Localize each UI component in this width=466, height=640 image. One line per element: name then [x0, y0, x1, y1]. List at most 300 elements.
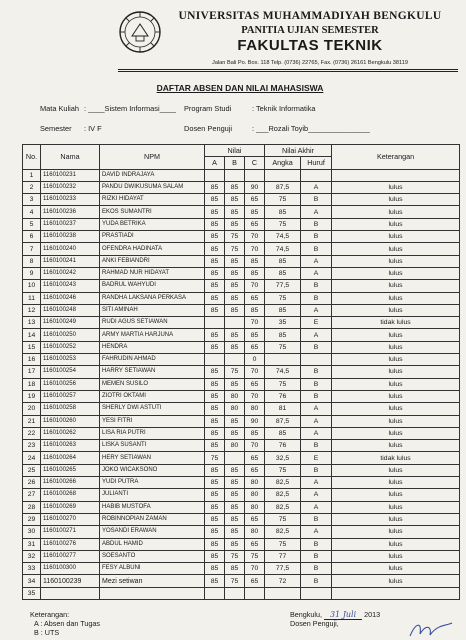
cell-a: 85 [205, 206, 225, 218]
cell-keterangan: lulus [332, 255, 460, 267]
document-title: DAFTAR ABSEN DAN NILAI MAHASISWA [156, 83, 324, 93]
cell-no: 23 [23, 440, 41, 452]
cell-a: 85 [205, 341, 225, 353]
cell-b: 85 [225, 206, 245, 218]
table-row [23, 390, 460, 402]
cell-huruf: A [301, 304, 332, 316]
cell-npm: 1160100269 [41, 501, 100, 513]
cell-npm: 1160100258 [41, 403, 100, 415]
cell-no: 34 [23, 575, 41, 587]
table-row [23, 501, 460, 513]
cell-npm: 1160100264 [41, 452, 100, 464]
cell-no: 17 [23, 366, 41, 378]
cell-keterangan: lulus [332, 218, 460, 230]
cell-npm: 1160100253 [41, 354, 100, 366]
table-row [23, 538, 460, 550]
cell-huruf: B [301, 440, 332, 452]
cell-no: 10 [23, 280, 41, 292]
cell-angka: 77,5 [265, 280, 301, 292]
cell-angka: 72 [265, 575, 301, 587]
cell-huruf: B [301, 292, 332, 304]
cell-nama: RAHMAD NUR HIDAYAT [100, 267, 205, 279]
cell-c: 90 [245, 181, 265, 193]
cell-c: 65 [245, 292, 265, 304]
cell-nama: ANKI FEBIANDRI [100, 255, 205, 267]
table-row [23, 563, 460, 575]
cell-huruf: A [301, 403, 332, 415]
cell-angka: 74,5 [265, 231, 301, 243]
cell-npm [41, 587, 100, 599]
cell-no: 24 [23, 452, 41, 464]
cell-b: 75 [225, 366, 245, 378]
cell-npm: 1160100257 [41, 390, 100, 402]
cell-a [205, 169, 225, 181]
cell-nama: HARRY SETIAWAN [100, 366, 205, 378]
cell-npm: 1160100243 [41, 280, 100, 292]
cell-huruf: E [301, 452, 332, 464]
cell-no: 9 [23, 267, 41, 279]
cell-keterangan: lulus [332, 304, 460, 316]
table-row [23, 587, 460, 599]
cell-b: 85 [225, 280, 245, 292]
cell-c: 65 [245, 218, 265, 230]
cell-c: 80 [245, 526, 265, 538]
cell-huruf: B [301, 575, 332, 587]
cell-c: 85 [245, 206, 265, 218]
cell-a: 85 [205, 280, 225, 292]
cell-nama: YUDI PUTRA [100, 477, 205, 489]
cell-angka: 81 [265, 403, 301, 415]
table-row [23, 206, 460, 218]
cell-nama: JOKO WICAKSONO [100, 464, 205, 476]
cell-npm: 1160100254 [41, 366, 100, 378]
cell-a: 85 [205, 243, 225, 255]
cell-keterangan: tidak lulus [332, 317, 460, 329]
cell-c: 85 [245, 329, 265, 341]
cell-huruf: A [301, 526, 332, 538]
cell-c: 70 [245, 366, 265, 378]
cell-keterangan: lulus [332, 267, 460, 279]
cell-huruf: A [301, 415, 332, 427]
cell-npm: 1160100263 [41, 440, 100, 452]
cell-no: 31 [23, 538, 41, 550]
cell-keterangan: tidak lulus [332, 452, 460, 464]
cell-c: 90 [245, 415, 265, 427]
cell-b: 75 [225, 231, 245, 243]
cell-no: 16 [23, 354, 41, 366]
cell-a: 85 [205, 329, 225, 341]
cell-angka: 75 [265, 292, 301, 304]
cell-nama: ROBINNOPIAN ZAMAN [100, 513, 205, 525]
cell-a: 85 [205, 304, 225, 316]
cell-huruf: B [301, 231, 332, 243]
faculty-name: FAKULTAS TEKNIK [237, 37, 383, 54]
cell-nama: SOESANTO [100, 550, 205, 562]
table-row [23, 550, 460, 562]
cell-a: 85 [205, 267, 225, 279]
cell-nama: OFENDRA HADINATA [100, 243, 205, 255]
cell-b: 75 [225, 243, 245, 255]
table-row [23, 304, 460, 316]
cell-c: 70 [245, 317, 265, 329]
cell-no: 6 [23, 231, 41, 243]
legend-b: B : UTS [34, 628, 60, 637]
cell-nama: YUDA BETRIKA [100, 218, 205, 230]
cell-a [205, 317, 225, 329]
table-row [23, 231, 460, 243]
cell-a: 85 [205, 366, 225, 378]
cell-b [225, 354, 245, 366]
cell-nama: RUDI AGUS SETIAWAN [100, 317, 205, 329]
cell-b: 75 [225, 575, 245, 587]
cell-angka: 82,5 [265, 501, 301, 513]
cell-no: 26 [23, 477, 41, 489]
cell-a [205, 354, 225, 366]
cell-c: 85 [245, 267, 265, 279]
table-row [23, 452, 460, 464]
table-row [23, 575, 460, 587]
cell-no: 20 [23, 403, 41, 415]
cell-npm: 1160100249 [41, 317, 100, 329]
cell-nama: BADRUL WAHYUDI [100, 280, 205, 292]
cell-angka: 74,5 [265, 243, 301, 255]
cell-keterangan: lulus [332, 390, 460, 402]
cell-huruf: A [301, 206, 332, 218]
cell-huruf: A [301, 477, 332, 489]
table-row [23, 464, 460, 476]
cell-huruf: A [301, 255, 332, 267]
legend [30, 610, 100, 637]
cell-keterangan: lulus [332, 231, 460, 243]
header-keterangan: Keterangan [332, 145, 460, 170]
cell-a: 85 [205, 292, 225, 304]
cell-nama: DAVID INDRAJAYA [100, 169, 205, 181]
cell-no: 15 [23, 341, 41, 353]
cell-npm: 1160100260 [41, 415, 100, 427]
cell-npm: 1160100248 [41, 304, 100, 316]
cell-npm: 1160100250 [41, 329, 100, 341]
table-row [23, 280, 460, 292]
cell-npm: 1160100241 [41, 255, 100, 267]
cell-npm: 1160100252 [41, 341, 100, 353]
table-row [23, 218, 460, 230]
cell-no: 21 [23, 415, 41, 427]
cell-no: 33 [23, 563, 41, 575]
cell-a: 85 [205, 526, 225, 538]
cell-keterangan: lulus [332, 292, 460, 304]
header-npm: NPM [100, 145, 205, 170]
cell-c: 80 [245, 477, 265, 489]
cell-npm: 1160100268 [41, 489, 100, 501]
cell-a: 85 [205, 390, 225, 402]
cell-a: 85 [205, 464, 225, 476]
legend-a: A : Absen dan Tugas [34, 619, 100, 628]
cell-no: 2 [23, 181, 41, 193]
cell-c: 80 [245, 501, 265, 513]
cell-c: 65 [245, 452, 265, 464]
cell-no: 22 [23, 427, 41, 439]
cell-keterangan: lulus [332, 513, 460, 525]
cell-nama: RIZKI HIDAYAT [100, 194, 205, 206]
cell-huruf [301, 169, 332, 181]
cell-c: 0 [245, 354, 265, 366]
cell-npm: 1160100276 [41, 538, 100, 550]
cell-angka: 85 [265, 329, 301, 341]
cell-a: 85 [205, 575, 225, 587]
cell-b: 85 [225, 341, 245, 353]
grades-table [22, 144, 460, 600]
cell-no: 4 [23, 206, 41, 218]
cell-keterangan: lulus [332, 354, 460, 366]
semester-label: Semester [40, 124, 72, 133]
cell-nama [100, 587, 205, 599]
cell-c: 65 [245, 575, 265, 587]
cell-b: 75 [225, 550, 245, 562]
cell-keterangan: lulus [332, 526, 460, 538]
cell-huruf: A [301, 489, 332, 501]
cell-nama: PRASTIADI [100, 231, 205, 243]
table-row [23, 440, 460, 452]
cell-angka: 74,5 [265, 366, 301, 378]
city-date-year: 2013 [364, 610, 381, 619]
cell-keterangan: lulus [332, 280, 460, 292]
table-row [23, 317, 460, 329]
cell-keterangan: lulus [332, 181, 460, 193]
cell-c: 70 [245, 231, 265, 243]
table-row [23, 526, 460, 538]
table-row [23, 267, 460, 279]
cell-b: 85 [225, 427, 245, 439]
cell-nama: LISA RIA PUTRI [100, 427, 205, 439]
address-line: Jalan Bali Po. Box. 118 Telp. (0736) 22765, Fax. (0736) 26161 Bengkulu 38119 [212, 60, 408, 66]
cell-b: 80 [225, 403, 245, 415]
handwritten-date: 31 Juli [324, 610, 362, 620]
cell-c: 80 [245, 489, 265, 501]
header-nilai-akhir: Nilai Akhir [265, 145, 332, 157]
table-row [23, 169, 460, 181]
cell-nama: PANDU DWIKUSUMA SALAM [100, 181, 205, 193]
cell-huruf: B [301, 464, 332, 476]
cell-nama: HABIB MUSTOFA [100, 501, 205, 513]
cell-huruf: A [301, 501, 332, 513]
cell-b: 85 [225, 563, 245, 575]
cell-nama: RANDHA LAKSANA PERKASA [100, 292, 205, 304]
table-row [23, 378, 460, 390]
cell-c: 65 [245, 194, 265, 206]
cell-no: 1 [23, 169, 41, 181]
cell-b: 85 [225, 378, 245, 390]
cell-npm: 1160100277 [41, 550, 100, 562]
cell-b [225, 169, 245, 181]
cell-huruf: A [301, 427, 332, 439]
cell-b: 80 [225, 390, 245, 402]
cell-npm: 1160100262 [41, 427, 100, 439]
header-b: B [225, 157, 245, 169]
cell-no: 3 [23, 194, 41, 206]
table-row [23, 366, 460, 378]
table-row [23, 415, 460, 427]
cell-a [205, 587, 225, 599]
cell-b: 85 [225, 489, 245, 501]
header-divider [118, 69, 458, 70]
cell-huruf: B [301, 218, 332, 230]
cell-keterangan: lulus [332, 206, 460, 218]
cell-a: 85 [205, 440, 225, 452]
table-row [23, 427, 460, 439]
cell-c: 70 [245, 563, 265, 575]
cell-angka [265, 354, 301, 366]
header-nama: Nama [41, 145, 100, 170]
cell-c: 70 [245, 280, 265, 292]
cell-keterangan: lulus [332, 403, 460, 415]
cell-no: 18 [23, 378, 41, 390]
cell-nama: HERY SETIAWAN [100, 452, 205, 464]
table-row [23, 292, 460, 304]
cell-b: 85 [225, 464, 245, 476]
letterhead [0, 0, 466, 80]
cell-npm: 1160100240 [41, 243, 100, 255]
table-row [23, 403, 460, 415]
cell-angka: 77,5 [265, 563, 301, 575]
cell-huruf: B [301, 243, 332, 255]
cell-a: 85 [205, 194, 225, 206]
cell-keterangan: lulus [332, 563, 460, 575]
cell-huruf [301, 354, 332, 366]
cell-angka: 77 [265, 550, 301, 562]
cell-a: 85 [205, 563, 225, 575]
grades-body [23, 169, 460, 599]
cell-npm: 1160100300 [41, 563, 100, 575]
cell-c: 80 [245, 403, 265, 415]
table-row [23, 194, 460, 206]
cell-keterangan [332, 169, 460, 181]
cell-no: 28 [23, 501, 41, 513]
cell-angka: 32,5 [265, 452, 301, 464]
cell-b [225, 452, 245, 464]
cell-a: 85 [205, 218, 225, 230]
cell-a: 85 [205, 489, 225, 501]
cell-b: 85 [225, 526, 245, 538]
cell-huruf: A [301, 267, 332, 279]
cell-huruf: B [301, 366, 332, 378]
cell-angka: 85 [265, 206, 301, 218]
cell-a: 85 [205, 255, 225, 267]
cell-nama: YESI FITRI [100, 415, 205, 427]
cell-huruf: B [301, 538, 332, 550]
cell-angka: 75 [265, 464, 301, 476]
cell-npm: 1160100271 [41, 526, 100, 538]
cell-c: 70 [245, 390, 265, 402]
cell-huruf [301, 587, 332, 599]
cell-nama: LISKA SUSANTI [100, 440, 205, 452]
cell-keterangan: lulus [332, 477, 460, 489]
table-row [23, 243, 460, 255]
legend-title: Keterangan: [30, 610, 70, 619]
cell-c: 65 [245, 341, 265, 353]
cell-npm: 1160100266 [41, 477, 100, 489]
prodi-value: : Teknik Informatika [252, 104, 316, 113]
cell-b: 85 [225, 501, 245, 513]
cell-keterangan: lulus [332, 329, 460, 341]
cell-angka: 85 [265, 267, 301, 279]
cell-angka: 76 [265, 440, 301, 452]
cell-angka [265, 587, 301, 599]
table-row [23, 354, 460, 366]
cell-angka: 87,5 [265, 181, 301, 193]
cell-npm: 1160100238 [41, 231, 100, 243]
cell-a: 85 [205, 477, 225, 489]
cell-a: 85 [205, 538, 225, 550]
header-divider-thin [118, 71, 458, 72]
cell-angka: 75 [265, 538, 301, 550]
cell-huruf: B [301, 378, 332, 390]
cell-b: 85 [225, 538, 245, 550]
table-row [23, 477, 460, 489]
mata-kuliah-label: Mata Kuliah [40, 104, 80, 113]
header-huruf: Huruf [301, 157, 332, 169]
cell-no: 7 [23, 243, 41, 255]
cell-nama: ARMY MARTIA HARJUNA [100, 329, 205, 341]
university-logo-icon [118, 10, 162, 54]
header-c: C [245, 157, 265, 169]
dosen-value: : ___Rozali Toyib_______________ [252, 124, 370, 133]
cell-b: 85 [225, 329, 245, 341]
cell-b: 85 [225, 255, 245, 267]
cell-huruf: E [301, 317, 332, 329]
city-date-prefix: Bengkulu, [290, 610, 322, 619]
cell-keterangan: lulus [332, 415, 460, 427]
cell-keterangan: lulus [332, 243, 460, 255]
cell-nama: HENDRA [100, 341, 205, 353]
cell-angka: 85 [265, 427, 301, 439]
prodi-label: Program Studi [184, 104, 232, 113]
semester-value: : IV F [84, 124, 102, 133]
cell-nama: Mezi setiwan [100, 575, 205, 587]
table-row [23, 341, 460, 353]
cell-npm: 1160100256 [41, 378, 100, 390]
cell-c: 65 [245, 464, 265, 476]
cell-c: 65 [245, 513, 265, 525]
cell-no: 13 [23, 317, 41, 329]
header-angka: Angka [265, 157, 301, 169]
cell-huruf: B [301, 280, 332, 292]
cell-nama: SITI AMINAH [100, 304, 205, 316]
cell-huruf: B [301, 341, 332, 353]
cell-no: 27 [23, 489, 41, 501]
table-row [23, 513, 460, 525]
cell-a: 85 [205, 513, 225, 525]
cell-c: 70 [245, 243, 265, 255]
table-row [23, 255, 460, 267]
cell-npm: 1160100232 [41, 181, 100, 193]
cell-a: 85 [205, 501, 225, 513]
cell-b: 85 [225, 292, 245, 304]
cell-no: 32 [23, 550, 41, 562]
cell-keterangan: lulus [332, 501, 460, 513]
cell-angka: 75 [265, 513, 301, 525]
cell-npm: 1160100233 [41, 194, 100, 206]
cell-angka: 75 [265, 194, 301, 206]
cell-a: 85 [205, 181, 225, 193]
cell-keterangan: lulus [332, 341, 460, 353]
cell-c: 85 [245, 304, 265, 316]
cell-no: 8 [23, 255, 41, 267]
cell-c [245, 169, 265, 181]
cell-npm: 1160100239 [41, 575, 100, 587]
cell-b: 85 [225, 194, 245, 206]
cell-keterangan: lulus [332, 194, 460, 206]
cell-c: 85 [245, 255, 265, 267]
